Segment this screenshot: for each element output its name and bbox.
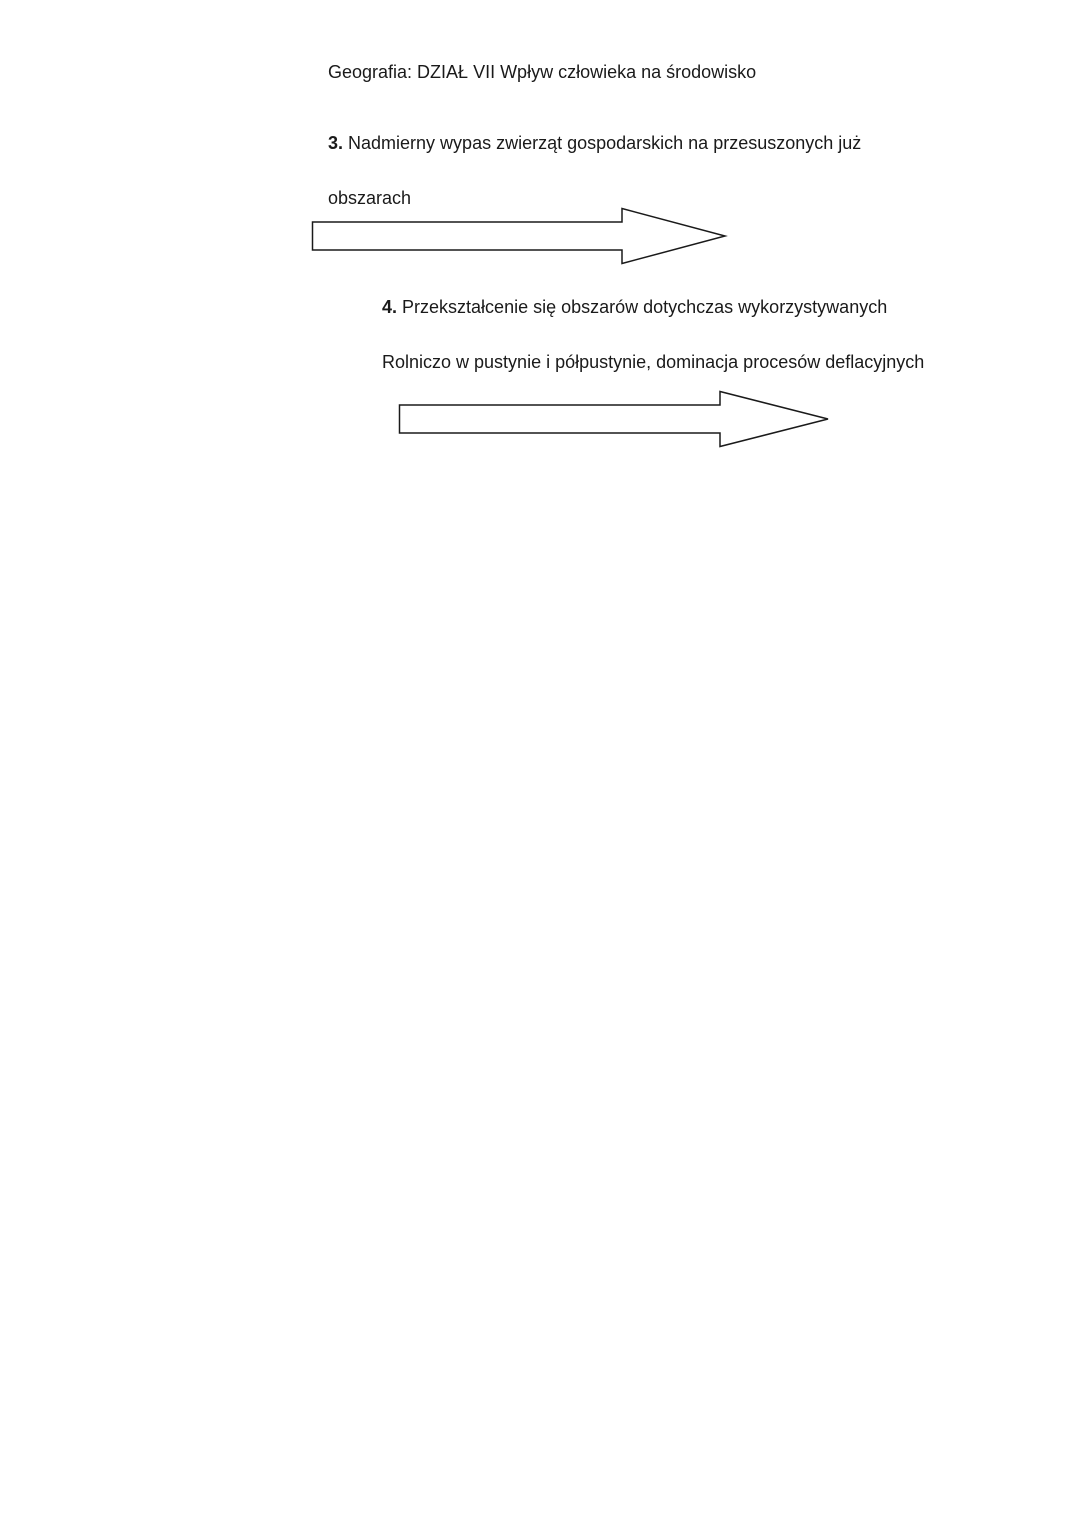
item-4-first-line	[382, 296, 887, 318]
item-4-number: 4.	[382, 297, 398, 317]
item-3-text: Nadmierny wypas zwierząt gospodarskich na przesuszonych już	[348, 133, 862, 153]
right-arrow-icon	[398, 390, 834, 450]
item-3-number: 3.	[328, 133, 344, 153]
item-3-first-line	[328, 132, 861, 154]
page-header: Geografia: DZIAŁ VII Wpływ człowieka na środowisko	[328, 62, 757, 82]
item-3-second-line: obszarach	[328, 188, 412, 208]
item-4-second-line: Rolniczo w pustynie i półpustynie, dominacja procesów deflacyjnych	[382, 352, 925, 372]
item-4-text: Przekształcenie się obszarów dotychczas wykorzystywanych	[402, 297, 888, 317]
right-arrow-icon	[311, 207, 731, 267]
